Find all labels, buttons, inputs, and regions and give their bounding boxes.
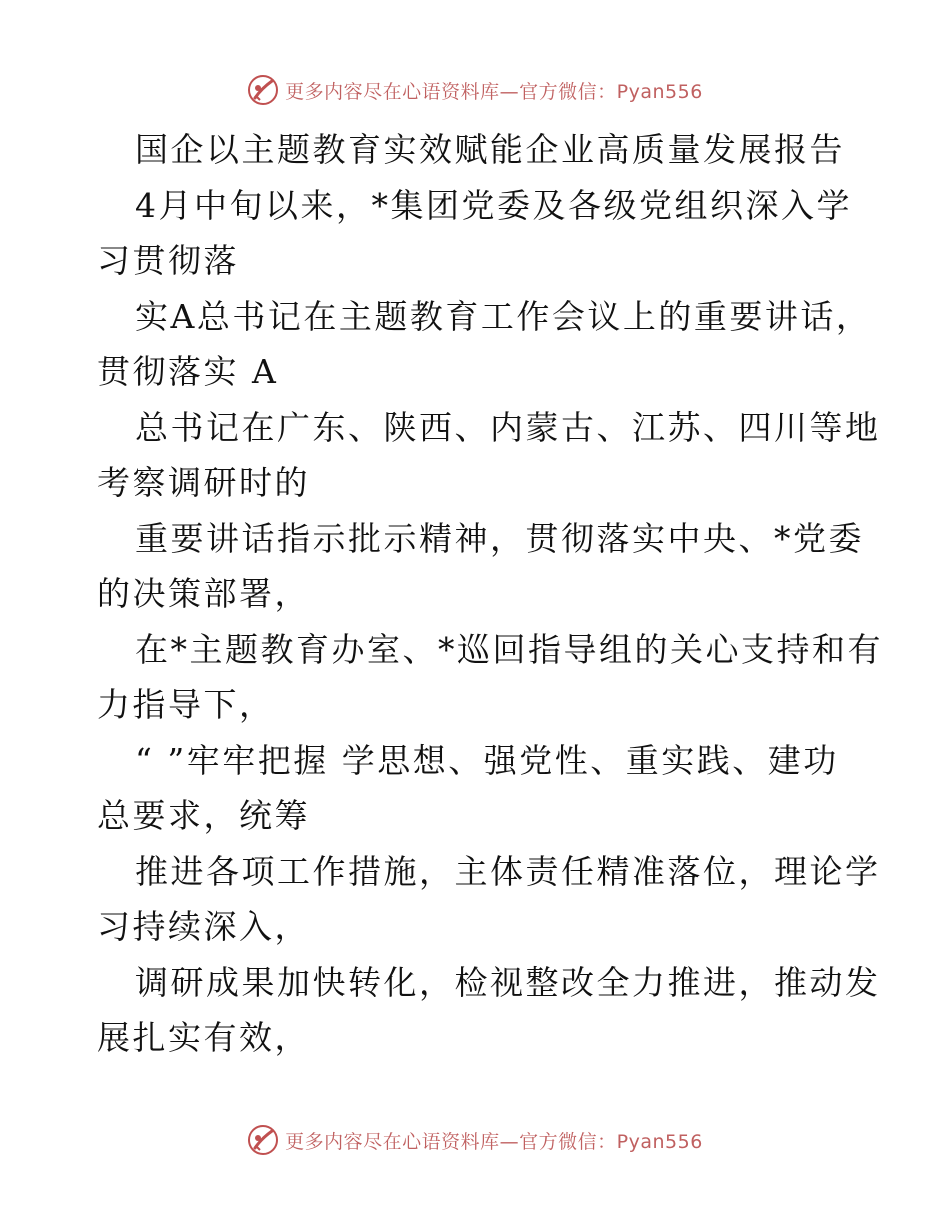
paragraph-line: “ ”牢牢把握 学思想、强党性、重实践、建功 [135,740,839,780]
document-body [97,122,897,1066]
paragraph-line: 贯彻落实 A [97,352,279,391]
paragraph-line: 实A总书记在主题教育工作会议上的重要讲话， [135,296,872,336]
paragraph-line: 调研成果加快转化，检视整改全力推进，推动发 [135,962,881,1002]
paragraph-line: 的决策部署， [97,574,310,613]
paragraph-line: 习贯彻落 [97,241,239,280]
paragraph-line: 总要求，统筹 [97,796,310,835]
paragraph-line: 考察调研时的 [97,463,310,502]
document-title: 国企以主题教育实效赋能企业高质量发展报告 [135,130,845,169]
paragraph-line: 总书记在广东、陕西、内蒙古、江苏、四川等地 [135,407,881,447]
pen-logo-icon [247,74,279,106]
paragraph-line: 在*主题教育办室、*巡回指导组的关心支持和有 [135,629,883,669]
paragraph-line: 4月中旬以来，*集团党委及各级党组织深入学 [135,185,852,225]
header-banner-text: 更多内容尽在心语资料库—官方微信：Pyan556 [285,80,703,103]
paragraph-line: 推进各项工作措施，主体责任精准落位，理论学 [135,851,881,891]
header-banner [0,70,950,110]
paragraph-line: 展扎实有效， [97,1018,310,1057]
paragraph-line: 习持续深入， [97,907,310,946]
pen-logo-icon [247,1124,279,1156]
footer-banner [0,1120,950,1160]
paragraph-line: 力指导下， [97,685,275,724]
paragraph-line: 重要讲话指示批示精神，贯彻落实中央、*党委 [135,518,864,558]
footer-banner-text: 更多内容尽在心语资料库—官方微信：Pyan556 [285,1130,703,1153]
